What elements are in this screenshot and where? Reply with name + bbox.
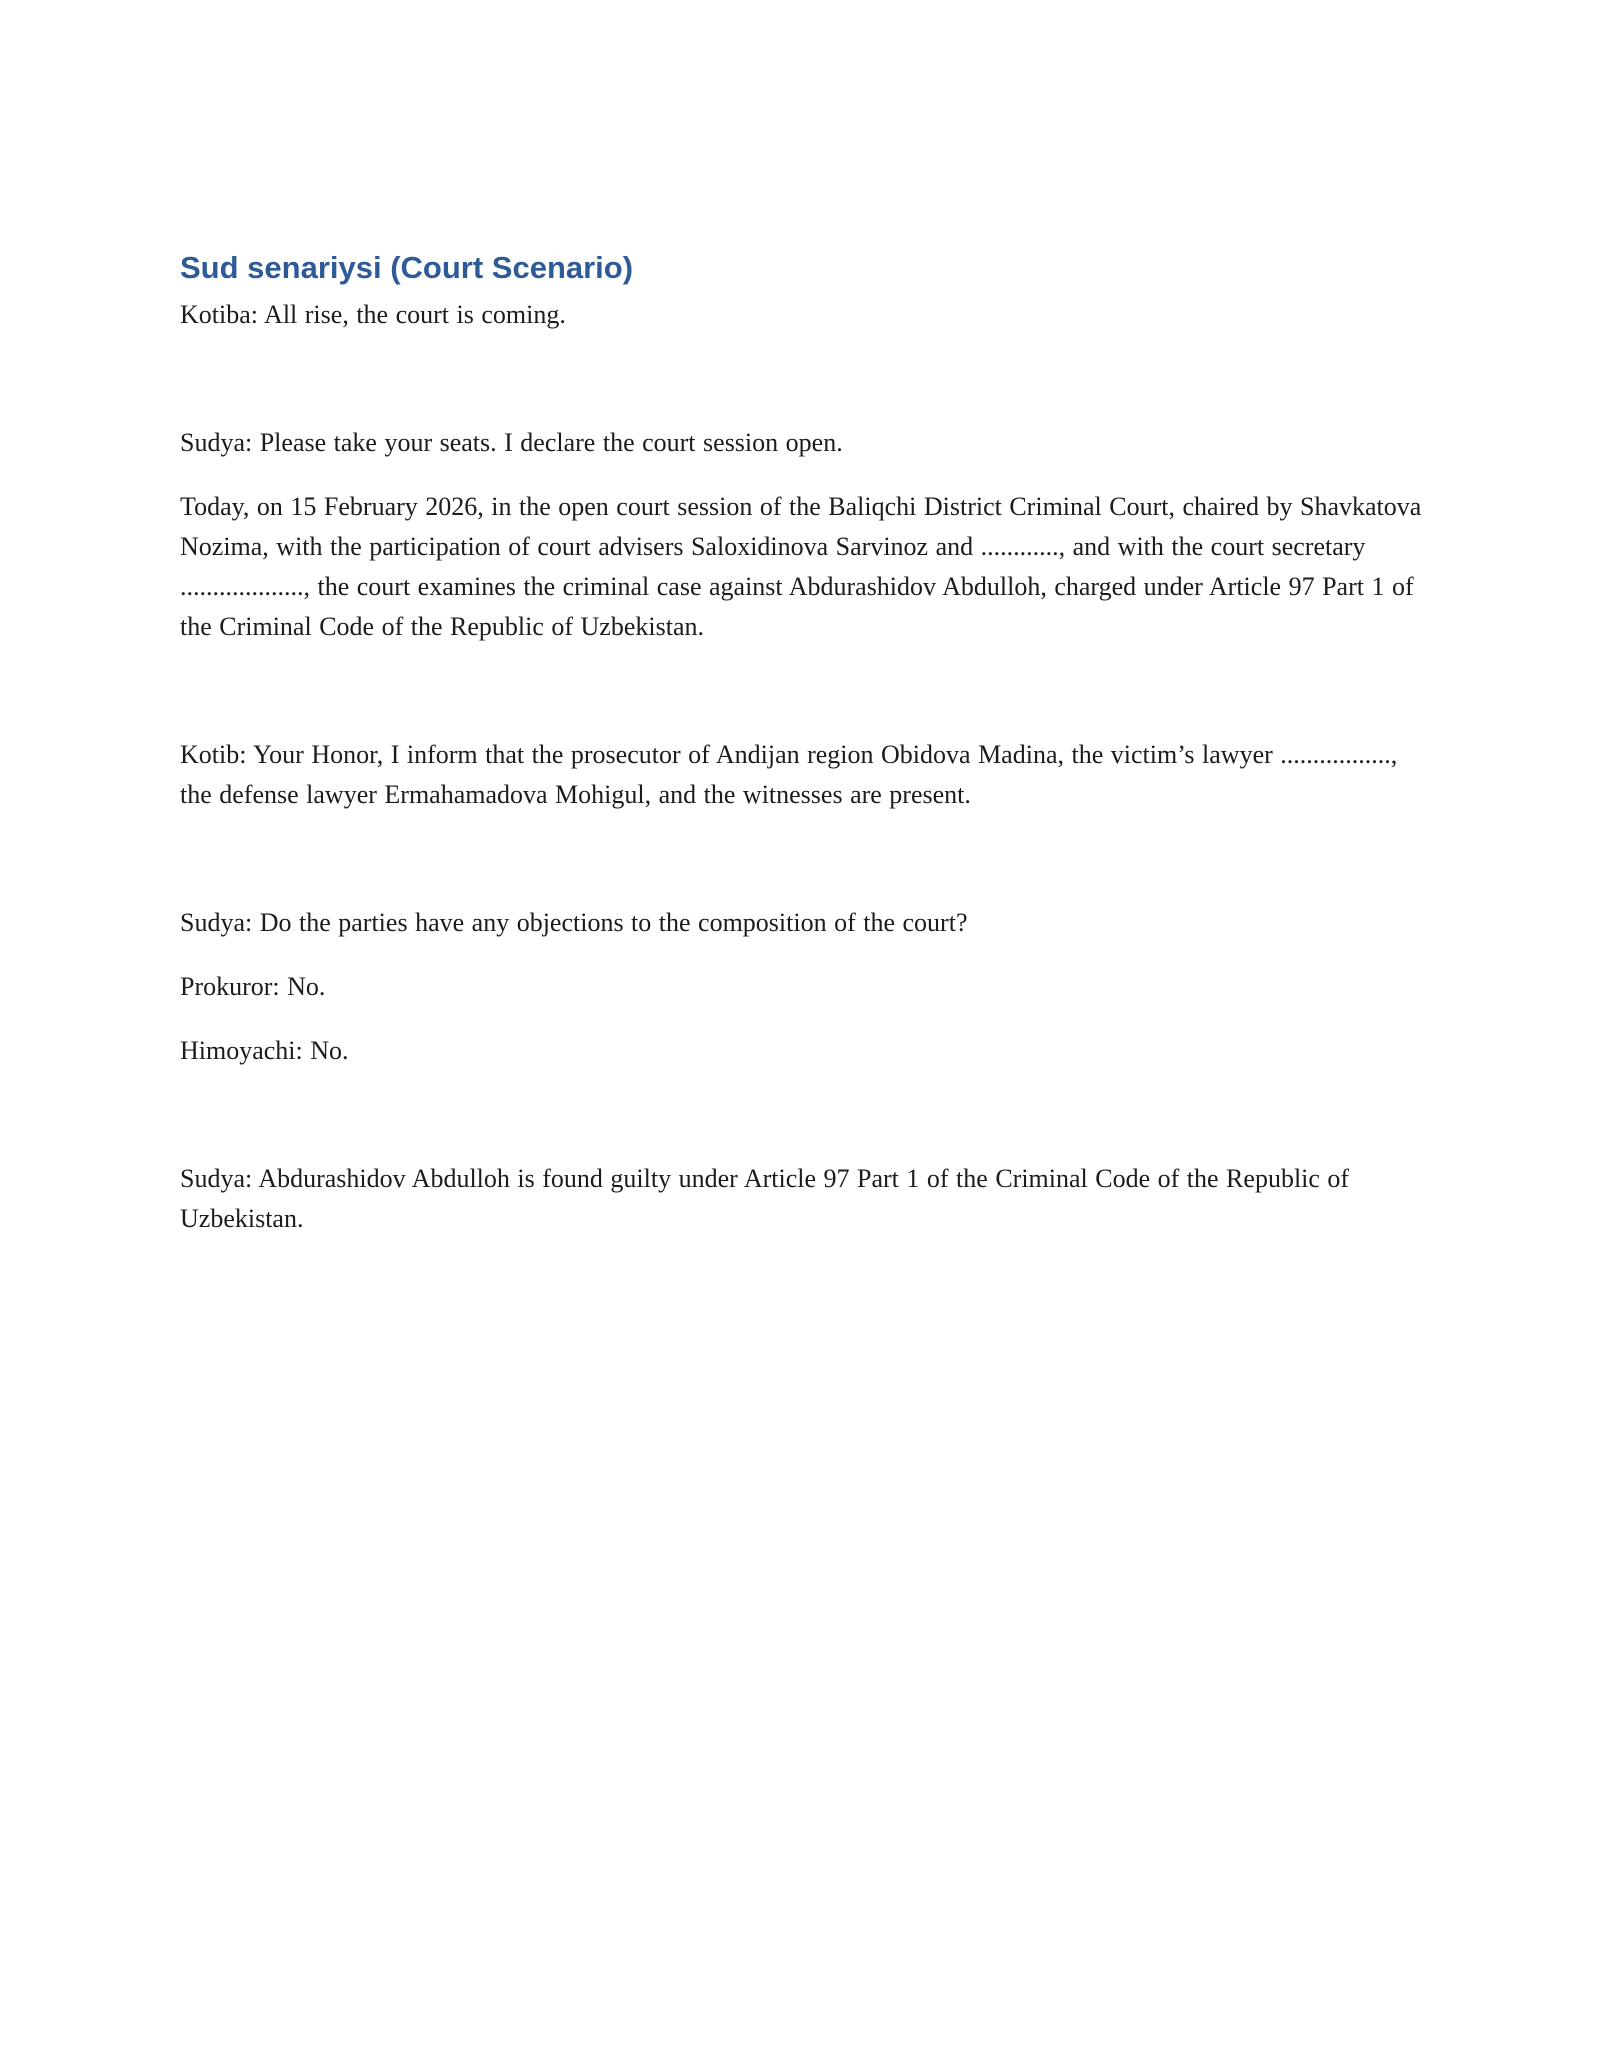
document-heading: Sud senariysi (Court Scenario) bbox=[180, 250, 634, 285]
paragraph-kotiba-rise: Kotiba: All rise, the court is coming. bbox=[180, 299, 566, 329]
paragraph-sudya-objections: Sudya: Do the parties have any objections to the composition of the court? bbox=[180, 907, 968, 937]
blank-line bbox=[180, 1095, 1426, 1135]
paragraph-himoyachi-no: Himoyachi: No. bbox=[180, 1035, 349, 1065]
paragraph-kotib-present: Kotib: Your Honor, I inform that the prosecutor of Andijan region Obidova Madina, the victim’s lawyer ................., the defense lawyer Ermahamadova Mohigul, and the witnesses are present. bbox=[180, 739, 1398, 809]
paragraph-today-case: Today, on 15 February 2026, in the open court session of the Baliqchi District Criminal Court, chaired by Shavkatova Nozima, with the participation of court advisers Saloxidinova Sarvinoz and ............, and with the court secretary ..................., the court examines the criminal case against Abdurashidov Abdulloh, charged under Article 97 Part 1 of the Criminal Code of the Republic of Uzbekistan. bbox=[180, 491, 1422, 641]
paragraph-sudya-verdict: Sudya: Abdurashidov Abdulloh is found guilty under Article 97 Part 1 of the Criminal Code of the Republic of Uzbekistan. bbox=[180, 1163, 1350, 1233]
blank-line bbox=[180, 839, 1426, 879]
document-page bbox=[180, 250, 1426, 1263]
blank-line bbox=[180, 671, 1426, 711]
blank-line bbox=[180, 359, 1426, 399]
paragraph-prokuror-no: Prokuror: No. bbox=[180, 971, 326, 1001]
paragraph-sudya-open: Sudya: Please take your seats. I declare the court session open. bbox=[180, 427, 843, 457]
